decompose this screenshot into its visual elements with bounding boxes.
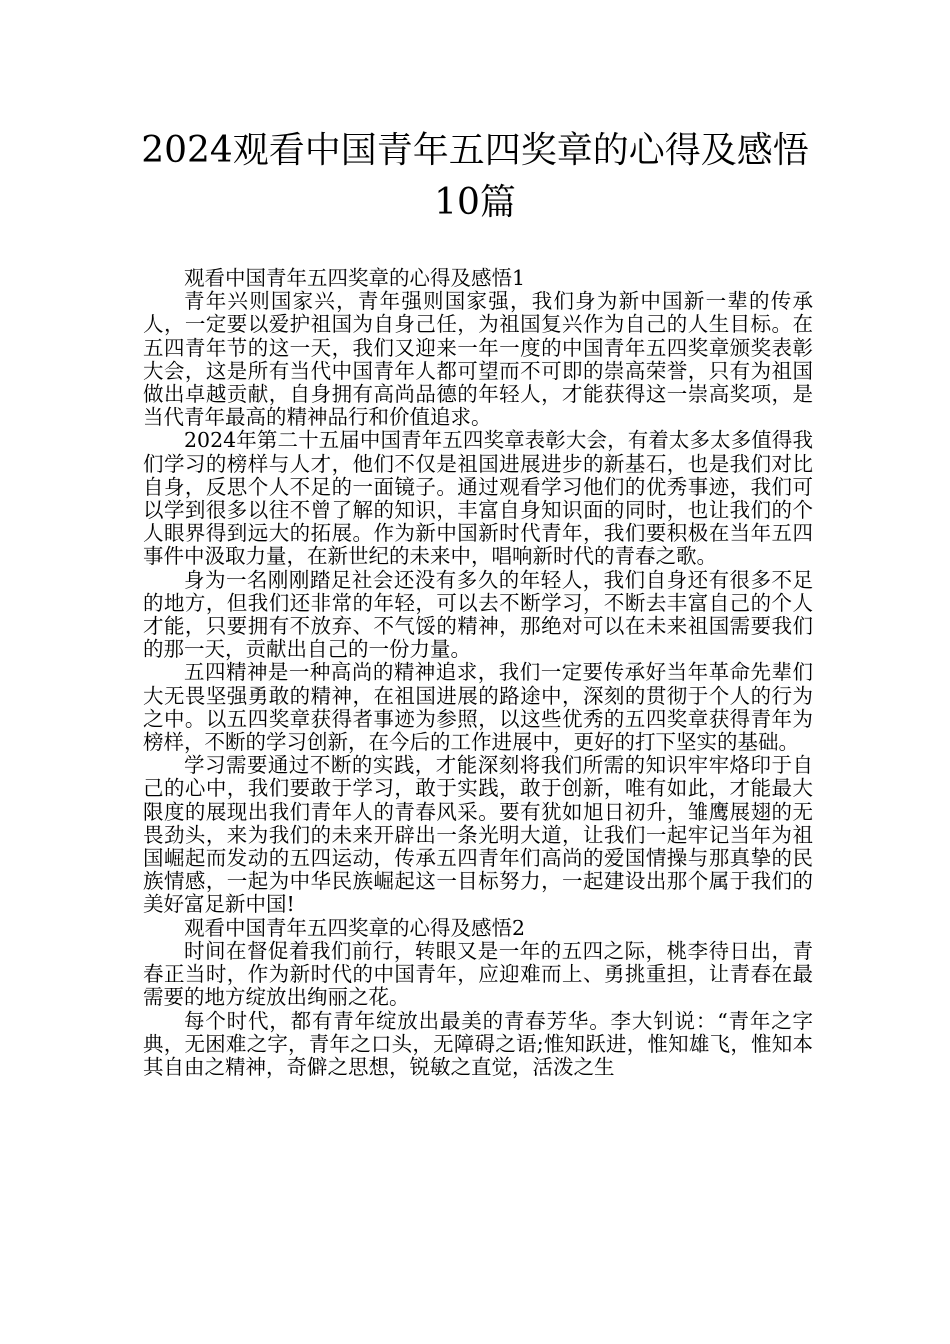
paragraph: 五四精神是一种高尚的精神追求，我们一定要传承好当年革命先辈们大无畏坚强勇敢的精神，在祖国进展的路途中，深刻的贯彻于个人的行为之中。以五四奖章获得者事迹为参照，以这些优秀的五四奖章获得青年为榜样，不断的学习创新，在今后的工作进展中，更好的打下坚实的基础。 xyxy=(143,660,813,755)
section-heading-2: 观看中国青年五四奖章的心得及感悟2 xyxy=(184,915,526,940)
paragraph: 时间在督促着我们前行，转眼又是一年的五四之际，桃李待日出，青春正当时，作为新时代的中国青年，应迎难而上、勇挑重担，让青春在最需要的地方绽放出绚丽之花。 xyxy=(143,938,813,1010)
title-line-2: 10篇 xyxy=(434,182,516,223)
title-line-1: 2024观看中国青年五四奖章的心得及感悟 xyxy=(141,130,809,171)
paragraph: 身为一名刚刚踏足社会还没有多久的年轻人，我们自身还有很多不足的地方，但我们还非常的年轻，可以去不断学习，不断去丰富自己的个人才能，只要拥有不放弃、不气馁的精神，那绝对可以在未来祖国需要我们的那一天，贡献出自己的一份力量。 xyxy=(143,567,813,662)
document-title xyxy=(100,125,850,229)
paragraph: 2024年第二十五届中国青年五四奖章表彰大会，有着太多太多值得我们学习的榜样与人才，他们不仅是祖国进展进步的新基石，也是我们对比自身，反思个人不足的一面镜子。通过观看学习他们的优秀事迹，我们可以学到很多以往不曾了解的知识，丰富自身知识面的同时，也让我们的个人眼界得到远大的拓展。作为新中国新时代青年，我们要积极在当年五四事件中汲取力量，在新世纪的未来中，唱响新时代的青春之歌。 xyxy=(143,428,813,569)
paragraph: 青年兴则国家兴，青年强则国家强，我们身为新中国新一辈的传承人，一定要以爱护祖国为自身己任，为祖国复兴作为自己的人生目标。在五四青年节的这一天，我们又迎来一年一度的中国青年五四奖章颁奖表彰大会，这是所有当代中国青年人都可望而不可即的崇高荣誉，只有为祖国做出卓越贡献，自身拥有高尚品德的年轻人，才能获得这一崇高奖项，是当代青年最高的精神品行和价值追求。 xyxy=(143,289,813,430)
document-body xyxy=(143,267,813,1079)
section-heading-1: 观看中国青年五四奖章的心得及感悟1 xyxy=(184,266,526,290)
paragraph: 每个时代，都有青年绽放出最美的青春芳华。李大钊说：“青年之字典，无困难之字，青年之口头，无障碍之语;惟知跃进，惟知雄飞，惟知本其自由之精神，奇僻之思想，锐敏之直觉，活泼之生 xyxy=(143,1008,813,1079)
paragraph: 学习需要通过不断的实践，才能深刻将我们所需的知识牢牢烙印于自己的心中，我们要敢于学习，敢于实践，敢于创新，唯有如此，才能最大限度的展现出我们青年人的青春风采。要有犹如旭日初升，雏鹰展翅的无畏劲头，来为我们的未来开辟出一条光明大道，让我们一起牢记当年为祖国崛起而发动的五四运动，传承五四青年们高尚的爱国情操与那真挚的民族情感，一起为中华民族崛起这一目标努力，一起建设出那个属于我们的美好富足新中国! xyxy=(143,753,813,917)
